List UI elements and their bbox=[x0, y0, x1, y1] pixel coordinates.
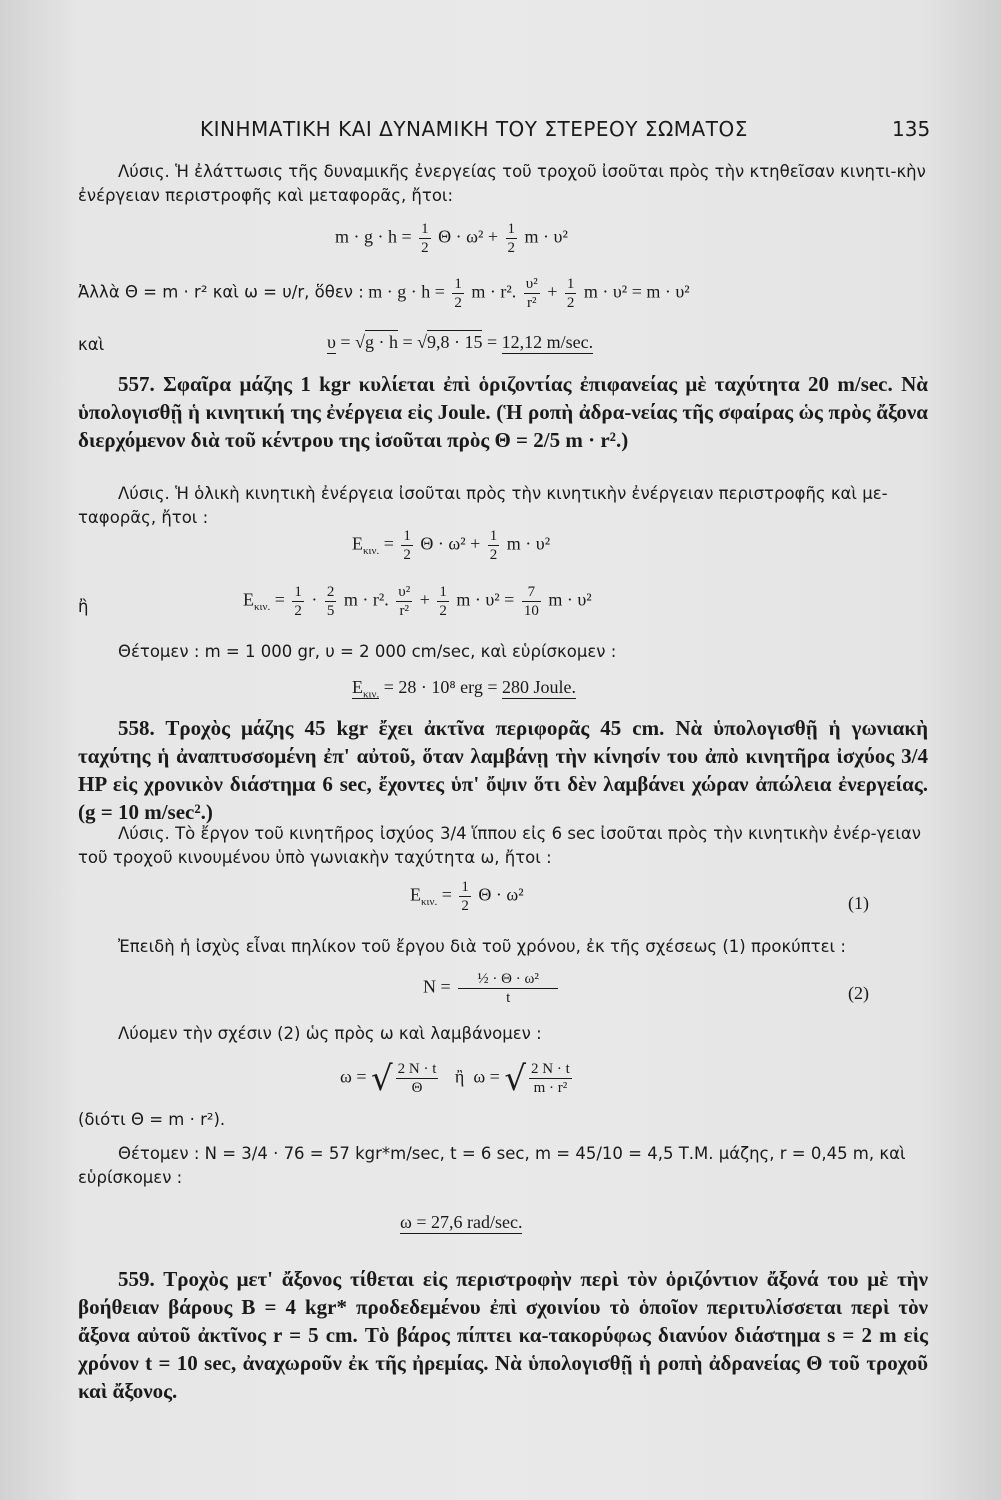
solution-body: Ἡ ἐλάττωσις τῆς δυναμικῆς ἐνεργείας τοῦ τροχοῦ ἰσοῦται πρὸς τὴν κτηθεῖσαν κινητι-κὴν ἐνέργειαν περιστροφῆς καὶ μεταφορᾶς, ἤτοι: bbox=[78, 162, 926, 205]
equation-2-label: (2) bbox=[848, 983, 869, 1003]
problem-559 bbox=[78, 1265, 928, 1405]
velocity-result: 12,12 m/sec. bbox=[501, 332, 594, 352]
problem-558 bbox=[78, 714, 928, 826]
equation-kinetic-result: $E_{\kappa\iota\nu.} = 28 \cdot 10^8$ erg = 280 Joule. bbox=[352, 677, 576, 701]
equation-omega: ω = √ $\frac{2 N \cdot t}{\Theta}$ ἢ ω = √ $\frac{2 N \cdot t}{\text{m · r²}}$ bbox=[340, 1058, 570, 1099]
solution-label: Λύσις. bbox=[118, 484, 170, 503]
equation-velocity: υ = √g · h = √9,8 · 15 = 12,12 m/sec. bbox=[327, 332, 594, 352]
equation-1: $E_{\kappa\iota\nu.}$ = $\frac{1}{2}$ Θ · ω² bbox=[410, 879, 524, 914]
solution-body: Τὸ ἔργον τοῦ κινητῆρος ἰσχύος 3/4 ἵππου εἰς 6 sec ἰσοῦται πρὸς τὴν κινητικὴν ἐνέρ-γειαν τοῦ τροχοῦ κινουμένου ὑπὸ γωνιακὴν ταχύτητα ω, ἤτοι : bbox=[78, 824, 921, 867]
solution-557-text bbox=[78, 482, 928, 530]
solution-556-text bbox=[78, 160, 928, 208]
problem-text: Τροχὸς μάζης 45 kgr ἔχει ἀκτῖνα περιφορᾶς 45 cm. Νὰ ὑπολογισθῇ ἡ γωνιακὴ ταχύτης ἡ ἀναπτυσσομένη ἐπ' αὐτοῦ, ὅταν λαμβάνῃ τὴν κίνησίν του ἀπὸ κινητῆρα ἰσχύος 3/4 HP εἰς χρονικὸν διάστημα 6 sec, ἔχοντες ὑπ' ὄψιν ὅτι δὲν λαμβάνει χώραν ἀπώλεια ἐνεργείας. (g = 10 m/sec².) bbox=[78, 716, 928, 824]
since-text: Ἐπειδὴ ἡ ἰσχὺς εἶναι πηλίκον τοῦ ἔργου διὰ τοῦ χρόνου, ἐκ τῆς σχέσεως (1) προκύπτει : bbox=[118, 937, 846, 956]
givens-558: Θέτομεν : N = 3/4 · 76 = 57 kgr*m/sec, t = 6 sec, m = 45/10 = 4,5 Τ.Μ. μάζης, r = 0,45 m, καὶ εὑρίσκομεν : bbox=[78, 1144, 906, 1187]
page-number: 135 bbox=[892, 117, 931, 141]
problem-number: 559. bbox=[118, 1267, 155, 1291]
dioti-text: (διότι Θ = m · r²). bbox=[78, 1110, 226, 1129]
solution-label: Λύσις. bbox=[118, 162, 170, 181]
problem-number: 557. bbox=[118, 372, 155, 396]
omega-result: ω = 27,6 rad/sec. bbox=[400, 1212, 523, 1232]
problem-557 bbox=[78, 370, 928, 454]
problem-number: 558. bbox=[118, 716, 155, 740]
kinetic-result: 280 Joule. bbox=[501, 677, 576, 697]
kai-word: καὶ bbox=[78, 335, 105, 354]
solve-text: Λύομεν τὴν σχέσιν (2) ὡς πρὸς ω καὶ λαμβάνομεν : bbox=[118, 1024, 542, 1043]
running-header: ΚΙΝΗΜΑΤΙΚΗ ΚΑΙ ΔΥΝΑΜΙΚΗ ΤΟΥ ΣΤΕΡΕΟΥ ΣΩΜΑΤΟΣ bbox=[200, 117, 748, 141]
eta-word: ἢ bbox=[78, 597, 89, 616]
equation-substitution: Ἀλλὰ Θ = m · r² καὶ ω = υ/r, ὅθεν : m · g · h = $\frac{1}{2}$ m · r². $\frac{\text{υ²}}{\text{r²}}$ + $\frac{1}{2}$ m · υ² = m · υ² bbox=[78, 276, 690, 311]
alla-text: Ἀλλὰ Θ = m · r² καὶ ω = υ/r, ὅθεν : bbox=[78, 282, 364, 302]
equation-energy-balance: m · g · h = $\frac{1}{2}$ Θ · ω² + $\frac{1}{2}$ m · υ² bbox=[335, 221, 568, 256]
solution-label: Λύσις. bbox=[118, 824, 170, 843]
equation-kinetic-energy: $E_{\kappa\iota\nu.}$ = $\frac{1}{2}$ Θ · ω² + $\frac{1}{2}$ m · υ² bbox=[352, 528, 551, 563]
solution-558-text bbox=[78, 822, 928, 870]
equation-2: N = $\frac{\text{½ · Θ · ω²}}{t}$ bbox=[423, 970, 561, 1007]
problem-text: Τροχὸς μετ' ἄξονος τίθεται εἰς περιστροφὴν περὶ τὸν ὁριζόντιον ἄξονά του μὲ τὴν βοήθειαν βάρους B = 4 kgr* προδεδεμένου ἐπὶ σχοινίου τὸ ὁποῖον περιτυλίσσεται περὶ τὸν ἄξονα αὐτοῦ ἀκτῖνος r = 5 cm. Τὸ βάρος πίπτει κα-τακορύφως διανύον διάστημα s = 2 m εἰς χρόνον t = 10 sec, ἀναχωροῦν ἐκ τῆς ἠρεμίας. Νὰ ὑπολογισθῇ ἡ ροπὴ ἀδρανείας Θ τοῦ τροχοῦ καὶ ἄξονος. bbox=[78, 1267, 928, 1403]
solution-body: Ἡ ὁλικὴ κινητικὴ ἐνέργεια ἰσοῦται πρὸς τὴν κινητικὴν ἐνέργειαν περιστροφῆς καὶ με-ταφορᾶς, ἤτοι : bbox=[78, 484, 888, 527]
equation-1-label: (1) bbox=[848, 893, 869, 913]
problem-text: Σφαῖρα μάζης 1 kgr κυλίεται ἐπὶ ὁριζοντίας ἐπιφανείας μὲ ταχύτητα 20 m/sec. Νὰ ὑπολογισθῇ ἡ κινητική της ἐνέργεια εἰς Joule. (Ἡ ροπὴ ἀδρα-νείας τῆς σφαίρας ὡς πρὸς ἄξονα διερχόμενον διὰ τοῦ κέντρου της ἰσοῦται πρὸς Θ = 2/5 m · r².) bbox=[78, 372, 928, 452]
equation-kinetic-energy-expanded: $E_{\kappa\iota\nu.}$ = $\frac{1}{2}$ · $\frac{2}{5}$ m · r². $\frac{\text{υ²}}{\text{r²}}$ + $\frac{1}{2}$ m · υ² = $\frac{7}{10}$ m · υ² bbox=[243, 584, 592, 619]
givens-557: Θέτομεν : m = 1 000 gr, υ = 2 000 cm/sec, καὶ εὑρίσκομεν : bbox=[118, 642, 617, 661]
